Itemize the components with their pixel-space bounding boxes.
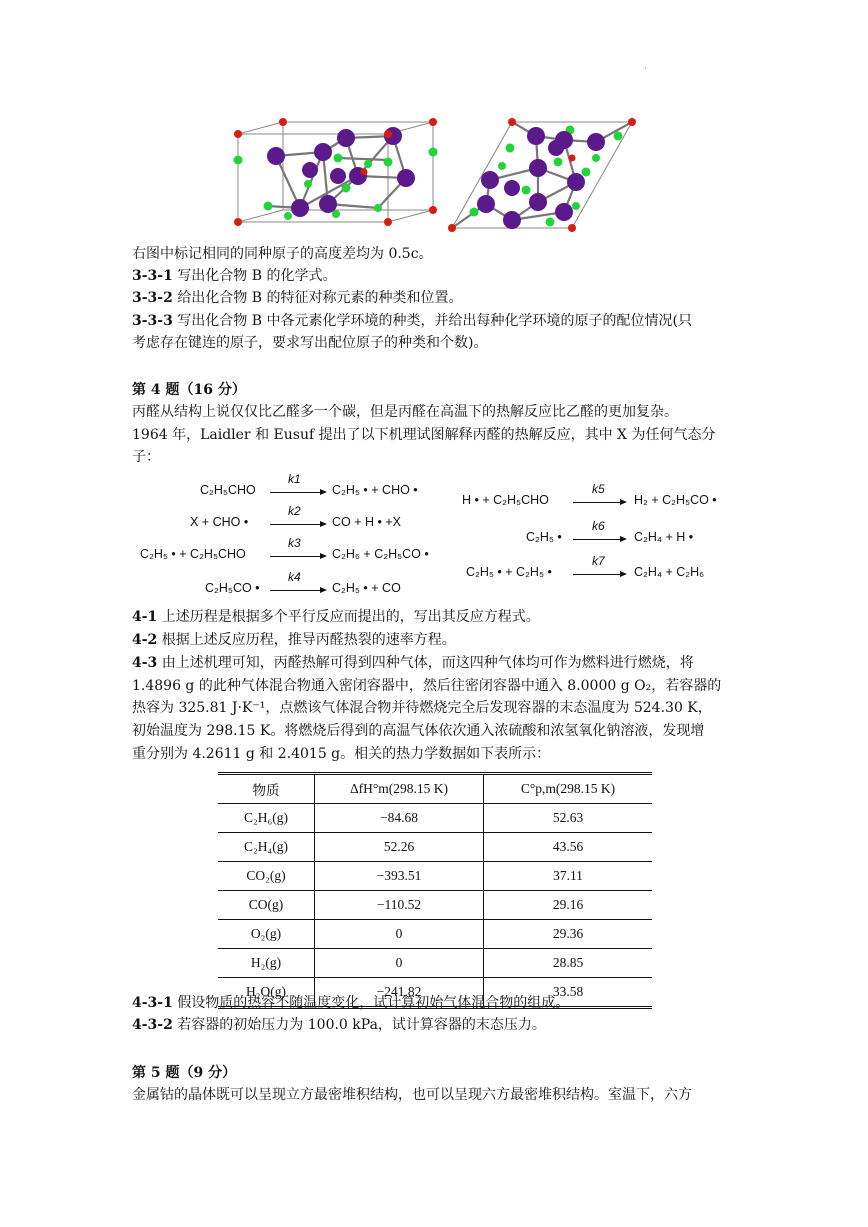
thermo-table xyxy=(218,772,652,1009)
rate-constant: k4 xyxy=(288,570,301,584)
item-number: 3-3-1 xyxy=(132,268,173,284)
question-4-3-2 xyxy=(132,1014,546,1036)
q4-3-para-line-4: 重分别为 4.2611 g 和 2.4015 g。相关的热力学数据如下表所示： xyxy=(132,746,551,762)
table-cell: CO(g) xyxy=(218,891,315,920)
reaction-right: CO + H • +X xyxy=(332,515,401,529)
item-text: 考虑存在键连的原子，要求写出配位原子的种类和个数)。 xyxy=(132,335,488,351)
item-number: 4-3-2 xyxy=(132,1017,173,1033)
q4-3-para-line-1: 1.4896 g 的此种气体混合物通入密闭容器中，然后往密闭容器中通入 8.0000 g O₂，若容器的 xyxy=(132,678,722,694)
table-header-row xyxy=(218,774,652,804)
item-text: 根据上述反应历程，推导丙醛热裂的速率方程。 xyxy=(161,632,456,648)
question-4-2 xyxy=(132,629,456,651)
table-cell: 29.36 xyxy=(484,920,653,949)
item-number: 3-3-3 xyxy=(132,313,173,329)
item-number: 4-2 xyxy=(132,632,158,648)
reaction-left: C₂H₅ • + C₂H₅CHO xyxy=(140,547,246,561)
table-cell: C₂H₄(g) xyxy=(218,833,315,862)
table-cell: H₂(g) xyxy=(218,949,315,978)
reaction-arrow xyxy=(270,524,325,525)
reaction-right: C₂H₄ + C₂H₆ xyxy=(634,565,705,579)
question-4-3 xyxy=(132,652,694,674)
item-text: 若容器的初始压力为 100.0 kPa，试计算容器的末态压力。 xyxy=(177,1017,546,1033)
reaction-left: C₂H₅ • xyxy=(526,530,562,544)
table-cell: 28.85 xyxy=(484,949,653,978)
table-row xyxy=(218,891,652,920)
table-cell: −241.82 xyxy=(315,978,484,1008)
question-3-3-1 xyxy=(132,265,337,287)
question-3-3-3-cont xyxy=(132,332,487,354)
table-cell: 0 xyxy=(315,920,484,949)
item-number: 4-1 xyxy=(132,609,158,625)
q4-intro-line-2: 1964 年，Laidler 和 Eusuf 提出了以下机理试图解释丙醛的热解反应，其中 X 为任何气态分 xyxy=(132,427,716,443)
table-cell: −393.51 xyxy=(315,862,484,891)
reaction-arrow xyxy=(573,539,625,540)
item-number: 4-3 xyxy=(132,655,158,671)
crystal-figure-left xyxy=(228,116,444,232)
item-text: 假设物质的热容不随温度变化，试计算初始气体混合物的组成。 xyxy=(177,995,570,1011)
reaction-arrow xyxy=(573,502,625,503)
table-row xyxy=(218,920,652,949)
rate-constant: k1 xyxy=(288,472,301,486)
table-header: ΔfH°m(298.15 K) xyxy=(315,774,484,804)
table-header: 物质 xyxy=(218,774,315,804)
q4-3-para-line-2: 热容为 325.81 J·K⁻¹，点燃该气体混合物并待燃烧完全后发现容器的末态温度为 524.30 K， xyxy=(132,700,712,716)
item-text: 写出化合物 B 的化学式。 xyxy=(177,268,337,284)
question-3-3-3 xyxy=(132,310,692,332)
reaction-left: X + CHO • xyxy=(190,515,249,529)
table-cell: 33.58 xyxy=(484,978,653,1008)
reaction-right: C₂H₅ • + CO xyxy=(332,581,401,595)
item-text: 上述历程是根据多个平行反应而提出的，写出其反应方程式。 xyxy=(161,609,540,625)
question-4-title: 第 4 题（16 分） xyxy=(132,382,246,398)
corner-mark: · xyxy=(644,64,648,75)
table-cell: 52.63 xyxy=(484,804,653,833)
reaction-arrow xyxy=(573,574,625,575)
question-4-1 xyxy=(132,606,540,628)
table-cell: 0 xyxy=(315,949,484,978)
reaction-left: H • + C₂H₅CHO xyxy=(462,493,549,507)
table-cell: 43.56 xyxy=(484,833,653,862)
table-row xyxy=(218,949,652,978)
reaction-left: C₂H₅CO • xyxy=(205,581,260,595)
item-text: 由上述机理可知，丙醛热解可得到四种气体，而这四种气体均可作为燃料进行燃烧，将 xyxy=(161,655,694,671)
reaction-arrow xyxy=(270,556,325,557)
rate-constant: k7 xyxy=(592,554,605,568)
rate-constant: k3 xyxy=(288,536,301,550)
table-row xyxy=(218,862,652,891)
table-cell: O₂(g) xyxy=(218,920,315,949)
reaction-left: C₂H₅ • + C₂H₅ • xyxy=(466,565,552,579)
table-cell: 29.16 xyxy=(484,891,653,920)
table-row xyxy=(218,833,652,862)
q4-intro-line-3: 子： xyxy=(132,449,160,465)
rate-constant: k2 xyxy=(288,504,301,518)
reaction-left: C₂H₅CHO xyxy=(200,483,256,497)
rate-constant: k6 xyxy=(592,519,605,533)
question-3-3-2 xyxy=(132,287,463,309)
item-text: 写出化合物 B 中各元素化学环境的种类，并给出每种化学环境的原子的配位情况(只 xyxy=(177,313,692,329)
table-cell: −110.52 xyxy=(315,891,484,920)
question-4-3-1 xyxy=(132,992,569,1014)
table-cell: 37.11 xyxy=(484,862,653,891)
table-row xyxy=(218,804,652,833)
table-cell: H₂O(g) xyxy=(218,978,315,1008)
q4-intro-line-1: 丙醛从结构上说仅仅比乙醛多一个碳，但是丙醛在高温下的热解反应比乙醛的更加复杂。 xyxy=(132,404,678,420)
crystal-figure-right xyxy=(446,112,642,234)
reaction-right: C₂H₄ + H • xyxy=(634,530,694,544)
q4-3-para-line-3: 初始温度为 298.15 K。将燃烧后得到的高温气体依次通入浓硫酸和浓氢氧化钠溶液，发现增 xyxy=(132,723,705,739)
reaction-right: C₂H₅ • + CHO • xyxy=(332,483,418,497)
item-number: 4-3-1 xyxy=(132,995,173,1011)
table-cell: C₂H₆(g) xyxy=(218,804,315,833)
reaction-arrow xyxy=(270,590,325,591)
reaction-arrow xyxy=(270,492,325,493)
reaction-right: C₂H₆ + C₂H₅CO • xyxy=(332,547,429,561)
reaction-right: H₂ + C₂H₅CO • xyxy=(634,493,717,507)
table-cell: 52.26 xyxy=(315,833,484,862)
q5-text: 金属钴的晶体既可以呈现立方最密堆积结构，也可以呈现六方最密堆积结构。室温下，六方 xyxy=(132,1087,692,1103)
table-header: C°p,m(298.15 K) xyxy=(484,774,653,804)
figure-note: 右图中标记相同的同种原子的高度差均为 0.5c。 xyxy=(132,246,433,262)
table-cell: CO₂(g) xyxy=(218,862,315,891)
rate-constant: k5 xyxy=(592,482,605,496)
item-text: 给出化合物 B 的特征对称元素的种类和位置。 xyxy=(177,290,463,306)
item-number: 3-3-2 xyxy=(132,290,173,306)
table-cell: −84.68 xyxy=(315,804,484,833)
question-5-title: 第 5 题（9 分） xyxy=(132,1065,237,1081)
